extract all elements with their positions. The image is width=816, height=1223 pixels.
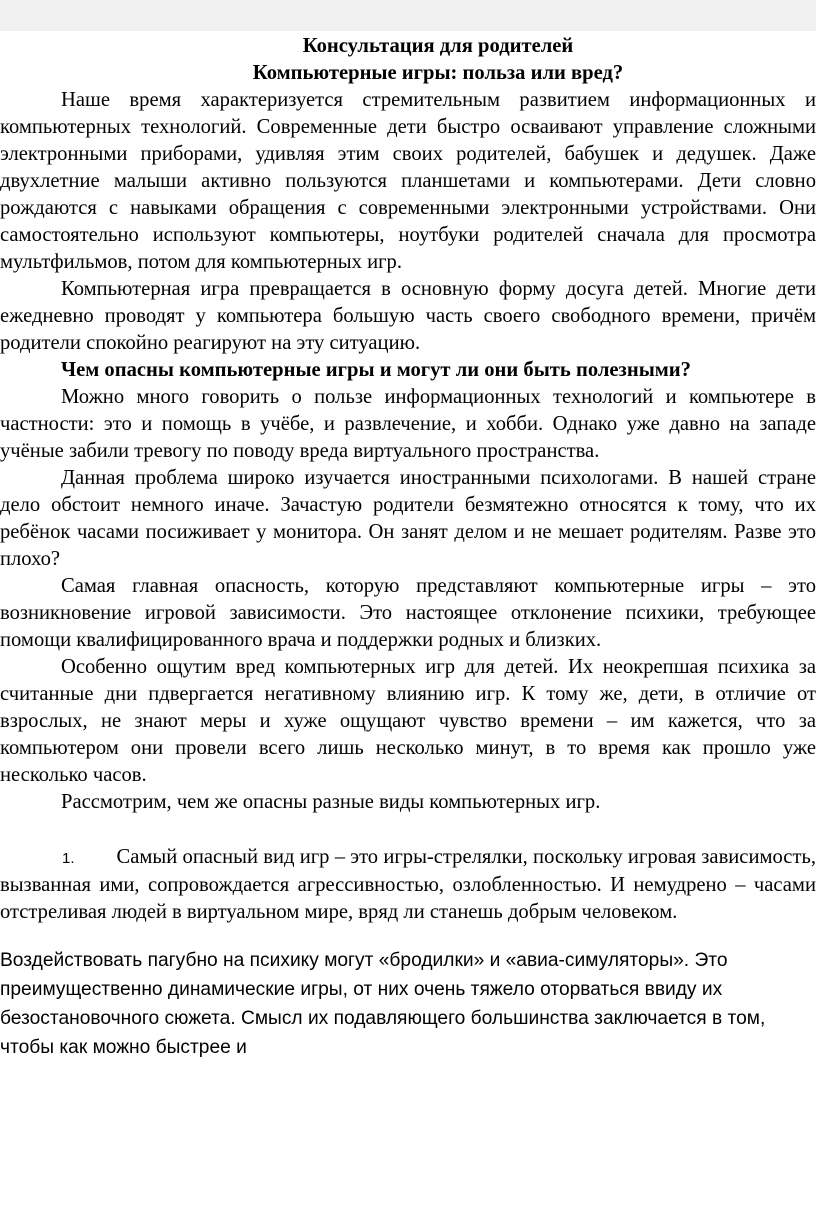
paragraph: Самая главная опасность, которую представляют компьютерные игры – это возникновение игровой зависимости. Это настоящее отклонение психики, требующее помощи квалифицированного врача и поддержки родных и близких.	[0, 575, 816, 651]
paragraph: Данная проблема широко изучается иностранными психологами. В нашей стране дело обстоит немного иначе. Зачастую родители безмятежно относятся к тому, что их ребёнок часами посиживает у монитора. Он занят делом и не мешает родителям. Разве это плохо?	[0, 467, 816, 570]
paragraph-continued: Воздействовать пагубно на психику могут «бродилки» и «авиа-симуляторы». Это преимущественно динамические игры, от них очень тяжело оторваться ввиду их безостановочного сюжета. Смысл их подавляющего большинства заключается в том, чтобы как можно быстрее и	[0, 950, 766, 1058]
spacer	[0, 816, 816, 844]
paragraph: Рассмотрим, чем же опасны разные виды компьютерных игр.	[61, 791, 601, 813]
document-title: Консультация для родителей	[302, 35, 574, 57]
paragraph: Наше время характеризуется стремительным развитием информационных и компьютерных технологий. Современные дети быстро осваивают управление сложными электронными приборами, удивляя этим своих родителей, бабушек и дедушек. Даже двухлетние малыши активно пользуются планшетами и компьютерами. Дети словно рождаются с навыками обращения с современными электронными устройствами. Они самостоятельно используют компьютеры, ноутбуки родителей сначала для просмотра мультфильмов, потом для компьютерных игр.	[0, 89, 816, 273]
paragraph: Компьютерная игра превращается в основную форму досуга детей. Многие дети ежедневно проводят у компьютера большую часть своего свободного времени, причём родители спокойно реагируют на эту ситуацию.	[0, 278, 816, 354]
viewer-top-bar	[0, 0, 816, 31]
list-number: 1.	[62, 850, 75, 867]
paragraph: Можно много говорить о пользе информационных технологий и компьютере в частности: это и помощь в учёбе, и развлечение, и хобби. Однако уже давно на западе учёные забили тревогу по поводу вреда виртуального пространства.	[0, 386, 816, 462]
document-page	[0, 31, 816, 1062]
paragraph: Особенно ощутим вред компьютерных игр для детей. Их неокрепшая психика за считанные дни пдвергается негативному влиянию игр. К тому же, дети, в отличие от взрослых, не знают меры и хуже ощущают чувство времени – им кажется, что за компьютером они провели всего лишь несколько минут, в то время как прошло уже несколько часов.	[0, 656, 816, 786]
document-subtitle: Компьютерные игры: польза или вред?	[252, 62, 624, 84]
section-heading: Чем опасны компьютерные игры и могут ли они быть полезными?	[61, 359, 691, 381]
list-item	[0, 844, 816, 926]
list-item-text: Самый опасный вид игр – это игры-стрелялки, поскольку игровая зависимость, вызванная ими, сопровождается агрессивностью, озлобленностью. И немудрено – часами отстреливая людей в виртуальном мире, вряд ли станешь добрым человеком.	[0, 846, 816, 923]
